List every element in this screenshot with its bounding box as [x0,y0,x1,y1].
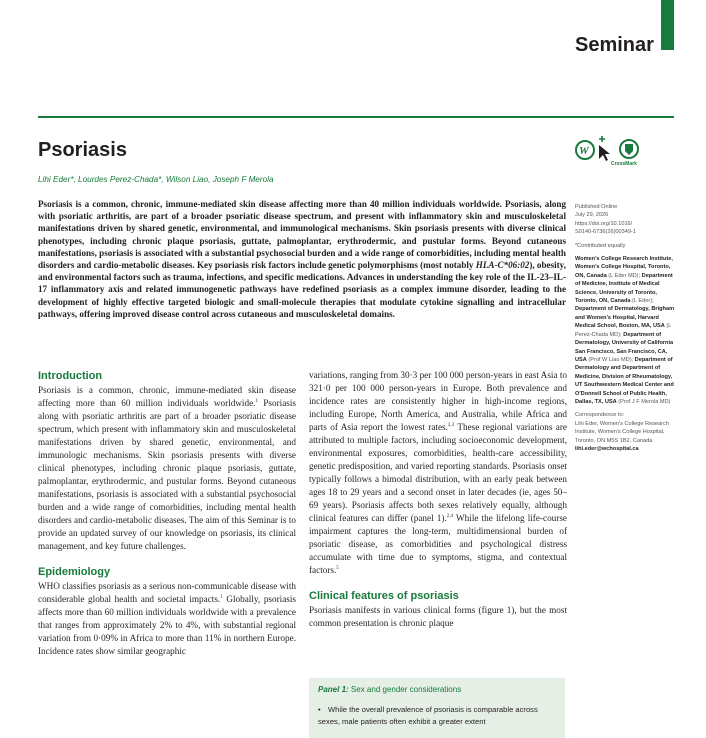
doi-link[interactable]: https://doi.org/10.1016/ S0140-6736(26)00349-1 [575,220,636,236]
section-heading-introduction: Introduction [38,370,103,382]
gene-allele: HLA-C*06:02 [475,260,530,271]
correspondence-address: Lihi Eder, Women's College Research Institute, Women's College Hospital, Toronto, ON M5S 1B2, Canada [575,420,669,444]
panel-title: Panel 1: Sex and gender considerations [318,685,462,694]
article-title: Psoriasis [38,139,127,161]
correspondence-label: Correspondence to: [575,412,625,419]
crossmark-label: CrossMark [611,161,637,167]
section-label: Seminar [575,34,654,56]
body-column-right [309,369,567,630]
section-heading-epidemiology: Epidemiology [38,566,111,578]
lancet-w-icon [576,141,594,159]
section-tab [661,0,674,50]
paragraph-epidemiology-cont: variations, ranging from 30·3 per 100 000 person-years in east Asia to 321·0 per 100 000 person-years in Europe. Both prevalence and incidence rates are consistently higher in high-income regions, including Europe, North America, and Australia, while Africa and parts of Asia report the lowest rates.$^{2,3}$ These regional variations are attributed to multiple factors, including socioeconomic development, environmental exposures, comorbidities, health-care accessibility, genetic predisposition, and varied reporting standards. Psoriasis onset typically follows a bimodal distribution, with an early peak between ages 18 to 29 years and a second onset in later decades (ie, ages 50–69 years). Psoriasis affects both sexes relatively equally, although clinical features can differ (panel 1).$^{2,4}$ While the lifelong life-course impairment captures the long-term, multidimensional burden of psoriatic disease, as comorbidities and psychological distress accumulate with time due to symptoms, stigma, and contextual factors.$^5$ [309,370,567,575]
author-list: Lihi Eder*, Lourdes Perez-Chada*, Wilson Liao, Joseph F Merola [38,175,274,184]
svg-text:W: W [579,145,589,157]
body-column-left [38,369,296,658]
margin-sidebar [575,203,679,453]
header-rule [38,116,674,118]
affiliations: Women's College Research Institute, Women's College Hospital, Toronto, ON, Canada (L Eder MD); Department of Medicine, Institute of Medical Science, University of Toronto, Toronto, ON, Canada (L Eder); Department of Dermatology, Brigham and Women's Hospital, Harvard Medical School, Boston, MA, USA (L Perez-Chada MD); Department of Dermatology, University of California San Francisco, San Francisco, CA, USA (Prof W Liao MD); Department of Dermatology and Department of Medicine, Division of Rheumatology, UT Southwestern Medical Center and O'Donnell School of Public Health, Dallas, TX, USA (Prof J F Merola MD) [575,256,675,405]
crossmark-icon[interactable] [620,140,638,158]
abstract: Psoriasis is a common, chronic, immune-mediated skin disease affecting more than 40 million individuals worldwide. Psoriasis, along with psoriatic arthritis, are part of a broader psoriatic disease spectrum, and present with inflammatory skin and musculoskeletal manifestations driven by shared genetic, environmental, and immunological mechanisms. Skin psoriasis presents with diverse clinical phenotypes, including chronic plaque psoriasis, guttate, palmoplantar, erythrodermic, and pustular forms. Beyond cutaneous manifestations, psoriasis is associated with a substantial psychosocial burden and a wide range of comorbidities, including mental health disorders and cardio-metabolic diseases. Key psoriasis risk factors include genetic polymorphisms (most notably HLA-C*06:02), obesity, and environmental factors such as trauma, infections, and specific medications. Advances in understanding the key role of the IL-23–IL-17 inflammatory axis and related immunogenetic pathways have redefined psoriasis as a complex immune disorder, leading to the development of highly effective targeted biologic and small-molecule therapies that modulate cytokine signalling and intracellular pathways, offering improved disease control across cutaneous and musculoskeletal domains. [38,199,566,319]
paragraph-introduction: Psoriasis is a common, chronic, immune-mediated skin disease affecting more than 60 million individuals worldwide.$^1$ Psoriasis along with psoriatic arthritis are part of a broader psoriatic disease spectrum, which present with inflammatory skin and musculoskeletal manifestations driven by shared genetic, environmental, and immunologic mechanisms. Skin psoriasis presents with diverse clinical phenotypes, including chronic plaque psoriasis, guttate, palmoplantar, erythrodermic, and pustular forms. Beyond cutaneous manifestations, psoriasis is associated with a substantial psychosocial burden and a wide range of comorbidities, including mental health disorders and cardio-metabolic diseases. The aim of this Seminar is to provide an updated survey of our knowledge on psoriasis, its clinical management, and key future challenges. [38,385,296,551]
bullet-icon: • [318,705,321,714]
correspondence-email[interactable]: lihi.eder@wchospital.ca [575,445,639,452]
section-heading-clinical-features: Clinical features of psoriasis [309,590,459,602]
contributed-equally-note: *Contributed equally [575,242,626,249]
paragraph-epidemiology: WHO classifies psoriasis as a serious non-communicable disease with considerable global health and societal impacts.$^1$ Globally, psoriasis affects more than 60 million individuals worldwide with a prevalence that ranges from approximately 2% to 4%, with substantial regional variation from 0·09% in Africa to more than 11% in northern Europe. Incidence rates show similar geographic [38,581,296,656]
open-access-cursor-icon[interactable] [599,136,610,161]
published-label: Published Online [575,204,618,210]
published-date: July 29, 2026 [575,212,609,219]
panel-bullet-item: • While the overall prevalence of psoriasis is comparable across sexes, male patients often exhibit a greater extent [318,705,538,726]
paragraph-clinical-features: Psoriasis manifests in various clinical forms (figure 1), but the most common presentation is chronic plaque [309,605,567,628]
